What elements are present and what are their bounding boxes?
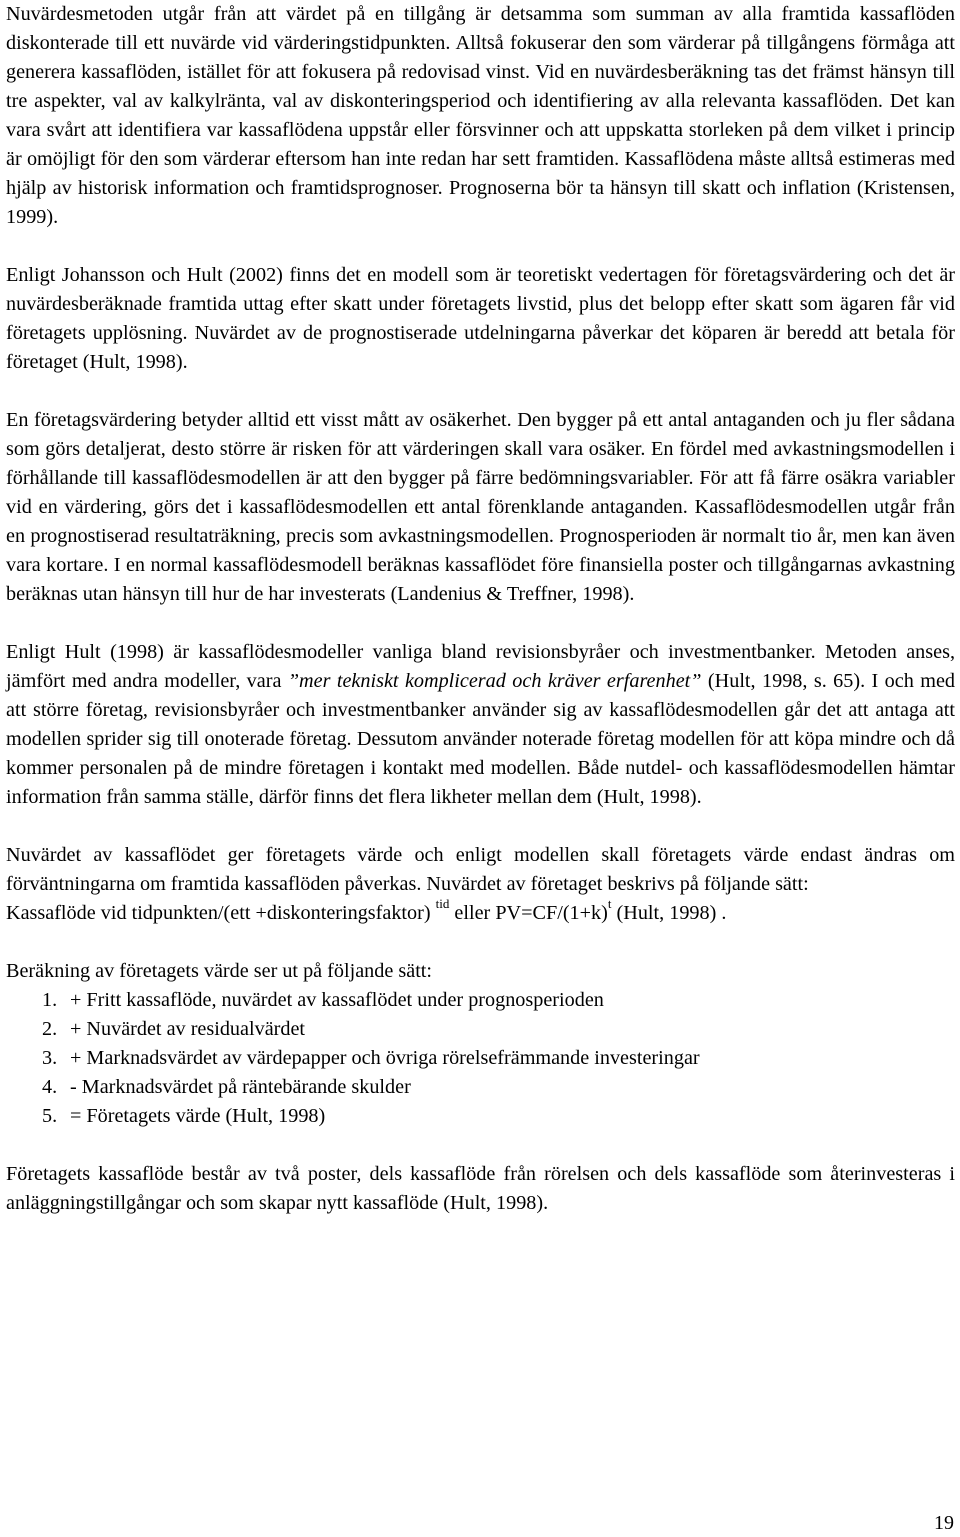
page-number: 19 (934, 1512, 954, 1534)
list-item-text: + Fritt kassaflöde, nuvärdet av kassaflödet under prognosperioden (70, 989, 604, 1011)
formula-superscript-tid: tid (435, 896, 450, 912)
paragraph-text-start: Enligt Hult (1998) är kassaflödesmodeller vanliga bland revisionsbyråer och investmentbanker. Metoden anses, jämfört med andra modeller, vara (6, 641, 955, 692)
formula-part-1: Kassaflöde vid tidpunkten/(ett +diskonteringsfaktor) (6, 902, 431, 924)
paragraph-osakerhet: En företagsvärdering betyder alltid ett visst mått av osäkerhet. Den bygger på ett antal antaganden och ju fler sådana som görs detaljerat, desto större är risken för att värderingen skall vara osäker. En fördel med avkastningsmodellen i förhållande till kassaflödesmodellen är att den bygger på färre bedömningsvariabler. För att få färre osäkra variabler vid en värdering, görs det i kassaflödesmodellen ett antal förenklande antaganden. Kassaflödesmodellen utgår från en prognostiserad resultaträkning, precis som avkastningsmodellen. Prognosperioden är normalt tio år, men kan även vara kortare. I en normal kassaflödesmodell beräknas kassaflödet före finansiella poster och tillgångarnas avkastning beräknas utan hänsyn till hur de har investerats (Landenius & Treffner, 1998). (6, 409, 955, 605)
present-value-formula (6, 896, 955, 928)
paragraph-kassaflodesmodeller (6, 638, 955, 812)
paragraph-text-end: (Hult, 1998, s. 65). I och med att större företag, revisionsbyråer och investmentbanker använder sig av kassaflödesmodellen går det att antaga att modellen sprider sig till onoterade företag. Dessutom använder noterade företag modellen för att köpa mindre och då kommer personalen på de mindre företagen i kontakt med modellen. Både nutdel- och kassaflödesmodellen hämtar information från samma ställe, därför finns det flera likheter mellan dem (Hult, 1998). (6, 670, 956, 808)
list-item (6, 1015, 955, 1044)
paragraph-nuvardet: Nuvärdet av kassaflödet ger företagets värde och enligt modellen skall företagets värde endast ändras om förväntningarna om framtida kassaflöden påverkas. Nuvärdet av företaget beskrivs på följande sätt: (6, 844, 955, 895)
list-item-text: + Marknadsvärdet av värdepapper och övriga rörelsefrämmande investeringar (70, 1047, 700, 1069)
list-item-text: = Företagets värde (Hult, 1998) (70, 1105, 326, 1127)
list-item-number: 3. (42, 1047, 58, 1069)
list-item (6, 1073, 955, 1102)
formula-citation: (Hult, 1998) . (616, 902, 727, 924)
list-item-number: 1. (42, 989, 58, 1011)
paragraph-nuvardesmetoden: Nuvärdesmetoden utgår från att värdet på en tillgång är detsamma som summan av alla framtida kassaflöden diskonterade till ett nuvärde vid värderingstidpunkten. Alltså fokuserar den som värderar på tillgångens förmåga att generera kassaflöden, istället för att fokusera på redovisad vinst. Vid en nuvärdesberäkning tas det främst hänsyn till tre aspekter, val av kalkylränta, val av diskonteringsperiod och identifiering av alla relevanta kassaflöden. Det kan vara svårt att identifiera var kassaflödena uppstår eller försvinner och att uppskatta storleken på dem vilket i princip är omöjligt för den som värderar eftersom han inte redan har sett framtiden. Kassaflödena måste alltså estimeras med hjälp av historisk information och framtidsprognoser. Prognoserna bör ta hänsyn till skatt och inflation (Kristensen, 1999). (6, 3, 955, 228)
paragraph-foretagets-kassaflode: Företagets kassaflöde består av två poster, dels kassaflöde från rörelsen och dels kassaflöde som återinvesteras i anläggningstillgångar och som skapar nytt kassaflöde (Hult, 1998). (6, 1163, 955, 1214)
list-item (6, 1044, 955, 1073)
list-item-text: - Marknadsvärdet på räntebärande skulder (70, 1076, 411, 1098)
paragraph-johansson-hult: Enligt Johansson och Hult (2002) finns det en modell som är teoretiskt vedertagen för företagsvärdering och det är nuvärdesberäknade framtida uttag efter skatt under företagets livstid, plus det belopp efter skatt som ägaren får vid företagets upplösning. Nuvärdet av de prognostiserade utdelningarna påverkar det köparen är beredd att betala för företaget (Hult, 1998). (6, 264, 955, 373)
paragraph-gap (6, 812, 955, 841)
document-page (6, 0, 955, 1218)
list-item-number: 2. (42, 1018, 58, 1040)
paragraph-gap (6, 1131, 955, 1160)
list-item-number: 4. (42, 1076, 58, 1098)
paragraph-gap (6, 609, 955, 638)
calculation-list (6, 986, 955, 1131)
paragraph-gap (6, 377, 955, 406)
calculation-intro: Beräkning av företagets värde ser ut på följande sätt: (6, 960, 433, 982)
list-item-text: + Nuvärdet av residualvärdet (70, 1018, 306, 1040)
formula-superscript-t: t (607, 896, 612, 912)
quote-italic: ”mer tekniskt komplicerad och kräver erfarenhet” (287, 670, 702, 692)
list-item (6, 986, 955, 1015)
paragraph-gap (6, 232, 955, 261)
list-item-number: 5. (42, 1105, 58, 1127)
formula-part-2: eller PV=CF/(1+k) (454, 902, 608, 924)
paragraph-gap (6, 928, 955, 957)
list-item (6, 1102, 955, 1131)
